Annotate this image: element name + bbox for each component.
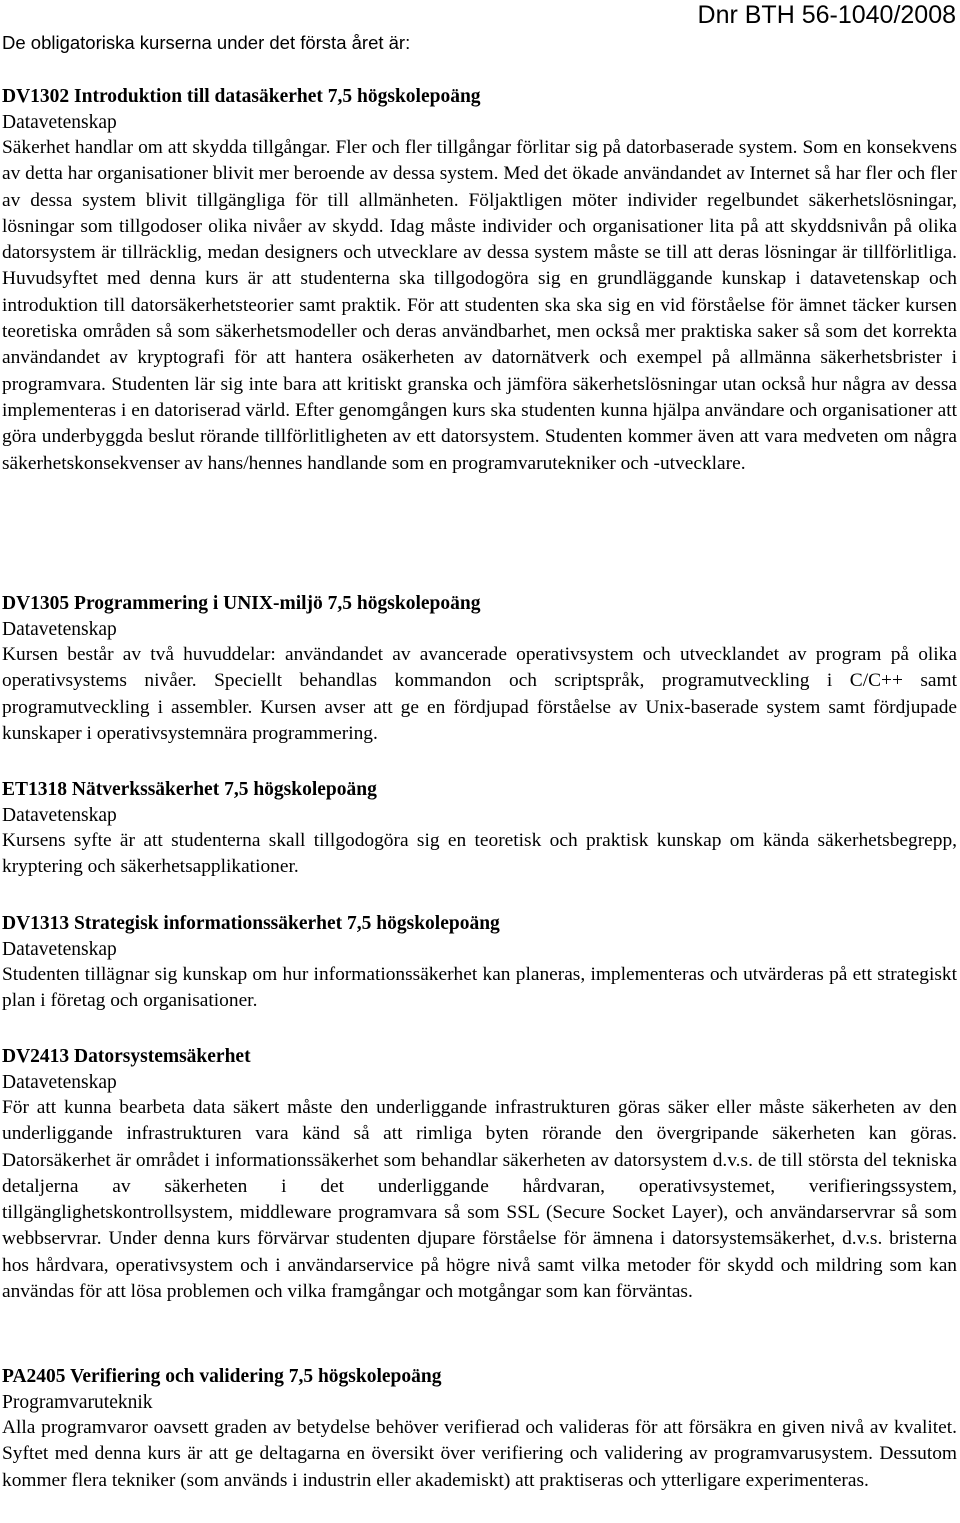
- course-section-dv2413: [2, 1043, 957, 1305]
- course-subject: Datavetenskap: [2, 805, 117, 826]
- course-section-dv1305: [2, 590, 957, 747]
- course-section-pa2405: [2, 1363, 957, 1494]
- course-title: DV1305 Programmering i UNIX-miljö 7,5 högskolepoäng: [2, 593, 481, 614]
- course-description: Alla programvaror oavsett graden av betydelse behöver verifierad och valideras för att försäkra en given nivå av kvalitet. Syftet med denna kurs är att ge deltagarna en översikt över verifiering och validering av programvarusystem. Dessutom kommer flera tekniker (som används i industrin eller akademiskt) att praktiseras och ytterligare experimenteras.: [2, 1417, 957, 1491]
- intro-heading: De obligatoriska kurserna under det första året är:: [2, 32, 411, 53]
- course-title: DV1313 Strategisk informationssäkerhet 7,5 högskolepoäng: [2, 913, 500, 934]
- course-subject: Datavetenskap: [2, 1072, 117, 1093]
- course-subject: Datavetenskap: [2, 112, 117, 133]
- course-subject: Datavetenskap: [2, 619, 117, 640]
- course-description: För att kunna bearbeta data säkert måste den underliggande infrastrukturen göras säker eller måste säkerheten av den underliggande infrastrukturen vara känd så att rimliga byten rörande den övergripande säkerheten kan göras. Datorsäkerhet är området i informationssäkerhet som behandlar säkerheten av datorsystem d.v.s. de till största del tekniska detaljerna av säkerheten i det underliggande hårdvaran, operativsystemet, verifieringssystem, tillgänglighetskontrollsystem, middleware programvara så som SSL (Secure Socket Layer), och användarservrar så som webbservrar. Under denna kurs förvärvar studenten djupare förståelse för ämnena i datorsystemsäkerhet, d.v.s. bristerna hos hårdvara, operativsystem och i användarservice på högre nivå samt vilka metoder för skydd och mildring som kan användas för att lösa problemen och vilka framgångar och motgångar som kan förväntas.: [2, 1097, 957, 1303]
- course-description: Säkerhet handlar om att skydda tillgångar. Fler och fler tillgångar förlitar sig på datorbaserade system. Som en konsekvens av detta har organisationer blivit mer beroende av dessa system. Med det ökade användandet av Internet så har fler och fler av dessa system blivit tillgängliga för till allmänheten. Följaktligen möter individer regelbundet säkerhetslösningar, lösningar som tillgodoser olika nivåer av skydd. Idag måste individer och organisationer lita på att skyddsnivån på olika datorsystem är tillräcklig, medan designers och utvecklare av dessa system måste se till att deras lösningar är tillförlitliga. Huvudsyftet med denna kurs är att studenterna ska tillgodogöra sig en grundläggande kunskap i datavetenskap och introduktion till datorsäkerhetsteorier samt praktik. För att studenten ska ska sig en vid förståelse för ämnet täcker kursen teoretiska områden så som säkerhetsmodeller och deras användbarhet, men också mer praktiska saker så som det korrekta användandet av kryptografi för att hantera osäkerheten av datornätverk och exempel på allmänna säkerhetsbrister i programvara. Studenten lär sig inte bara att kritiskt granska och jämföra säkerhetslösningar utan också hur några av dessa implementeras i en datoriserad värld. Efter genomgången kurs ska studenten kunna hjälpa användare och organisationer att göra underbyggda beslut rörande tillförlitligheten av ett datorsystem. Studenten kommer även att vara medveten om några säkerhetskonsekvenser av hans/hennes handlande som en programvarutekniker och -utvecklare.: [2, 137, 957, 474]
- course-description: Kursens syfte är att studenterna skall tillgodogöra sig en teoretisk och praktisk kunskap om kända säkerhetsbegrepp, kryptering och säkerhetsapplikationer.: [2, 830, 957, 878]
- course-section-dv1313: [2, 910, 957, 1015]
- course-title: DV2413 Datorsystemsäkerhet: [2, 1046, 251, 1067]
- course-subject: Programvaruteknik: [2, 1392, 153, 1413]
- course-description: Kursen består av två huvuddelar: användandet av avancerade operativsystem och utvecklandet av program på olika operativsystems nivåer. Speciellt behandlas kommandon och scriptspråk, programutveckling i C/C++ samt programutveckling i assembler. Kursen avser att ge en fördjupad förståelse av Unix-baserade system samt fördjupade kunskaper i operativsystemnära programmering.: [2, 644, 957, 744]
- course-subject: Datavetenskap: [2, 939, 117, 960]
- course-title: PA2405 Verifiering och validering 7,5 högskolepoäng: [2, 1366, 442, 1387]
- course-title: ET1318 Nätverkssäkerhet 7,5 högskolepoäng: [2, 779, 377, 800]
- course-section-et1318: [2, 776, 957, 881]
- course-section-dv1302: [2, 83, 957, 477]
- course-title: DV1302 Introduktion till datasäkerhet 7,5 högskolepoäng: [2, 86, 481, 107]
- document-reference-number: Dnr BTH 56-1040/2008: [697, 1, 956, 29]
- course-description: Studenten tillägnar sig kunskap om hur informationssäkerhet kan planeras, implementeras och utvärderas på ett strategiskt plan i företag och organisationer.: [2, 964, 957, 1012]
